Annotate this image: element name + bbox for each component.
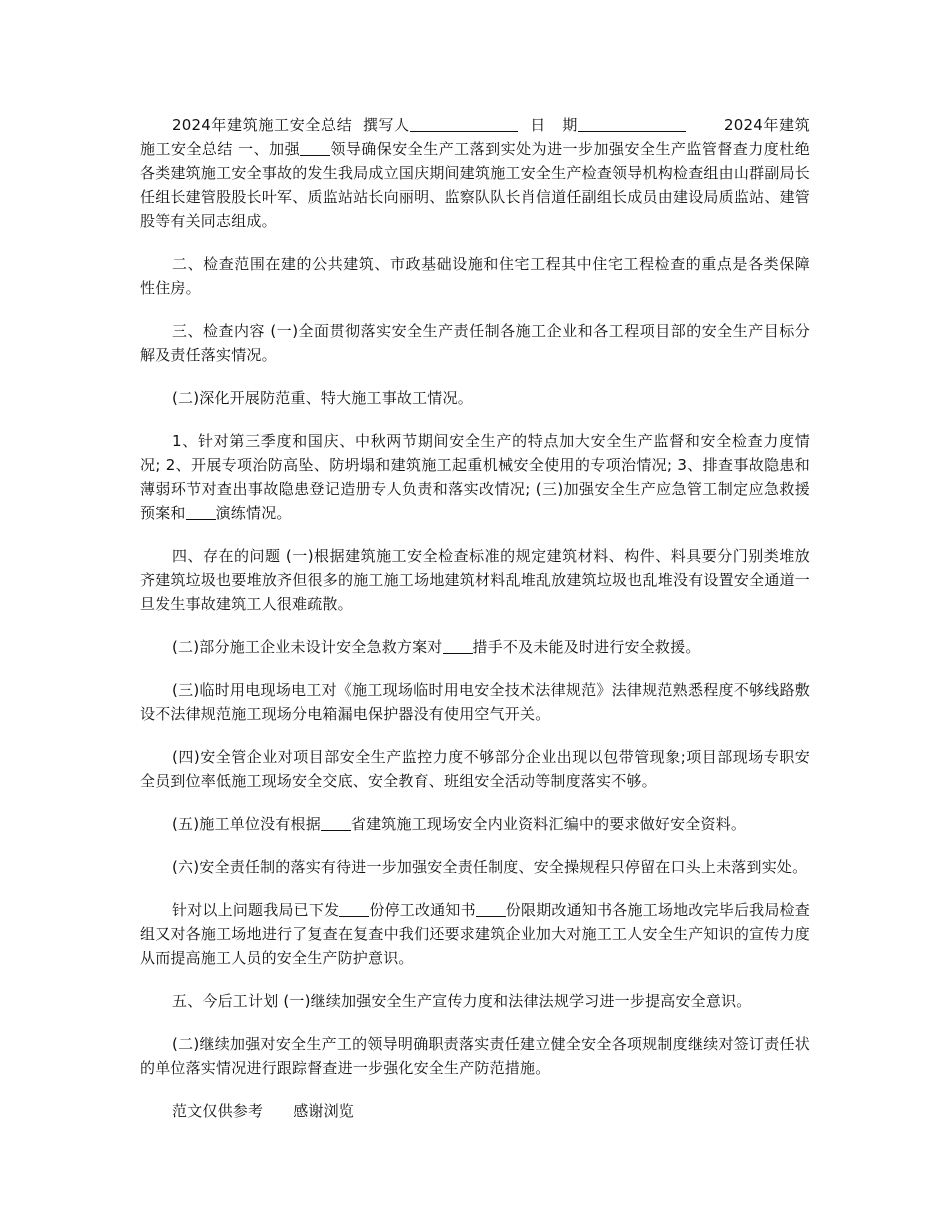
footer-note [140,1099,810,1123]
paragraph-issue-4: (四)安全管企业对项目部安全生产监控力度不够部分企业出现以包带管现象;项目部现场专职安全员到位率低施工现场安全交底、安全教育、班组安全活动等制度落实不够。 [140,748,810,790]
paragraph-items [140,429,810,525]
paragraph-content: 三、检查内容 (一)全面贯彻落实安全生产责任制各施工企业和各工程项目部的安全生产目标分解及责任落实情况。 [140,322,810,364]
para1-after-blank: 领导确保安全生产工落到实处为进一步加强安全生产监管督查力度杜绝各类建筑施工安全事故的发生我局成立国庆期间建筑施工安全生产检查领导机构检查组由山群副局长任组长建管股股长叶军、质监站站长向丽明、监察队队长肖信道任副组长成员由建设局质监站、建管股等有关同志组成。 [140,140,810,230]
blank-4 [321,814,351,831]
action-part-2: 份停工改通知书 [369,901,476,919]
paragraph-issue-2 [140,635,810,659]
paragraph-action [140,898,810,970]
author-blank [410,115,518,132]
date-blank [578,115,686,132]
action-part-1: 针对以上问题我局已下发 [172,901,340,919]
blank-2 [186,503,216,520]
action-part-3: 份限期改通知书各施工场地改完毕后我局检查组又对各施工场地进行了复查在复查中我们还要求建筑企业加大对施工工人安全生产知识的宣传力度从而提高施工人员的安全生产防护意识。 [140,901,810,967]
issue5-before: (五)施工单位没有根据 [172,815,321,833]
paragraph-issue-6: (六)安全责任制的落实有待进一步加强安全责任制度、安全操规程只停留在口头上未落到实处。 [172,858,808,876]
author-label: 撰写人 [362,116,410,134]
blank-5 [339,900,369,917]
date-label-1: 日 [529,116,546,134]
issue2-after: 措手不及未能及时进行安全救援。 [472,638,701,656]
blank-6 [476,900,506,917]
footer-right: 感谢浏览 [293,1102,355,1120]
document-title: 2024年建筑施工安全总结 [172,116,353,134]
paragraph-issue-5 [140,812,810,836]
paragraph-issue-3: (三)临时用电现场电工对《施工现场临时用电安全技术法律规范》法律规范熟悉程度不够线路敷设不法律规范施工现场分电箱漏电保护器没有使用空气开关。 [140,681,810,723]
date-label-2: 期 [561,116,579,134]
paragraph-plan-2: (二)继续加强对安全生产工的领导明确职责落实责任建立健全安全各项规制度继续对签订责任状的单位落实情况进行跟踪督查进一步强化安全生产防范措施。 [140,1035,810,1077]
para1-continue: 建筑施工安全总结 一、加强 [140,116,810,158]
issue2-before: (二)部分施工企业未设计安全急救方案对 [172,638,443,656]
paragraph-deepen: (二)深化开展防范重、特大施工事故工情况。 [172,389,473,407]
paragraph-scope: 二、检查范围在建的公共建筑、市政基础设施和住宅工程其中住宅工程检查的重点是各类保障性住房。 [140,255,810,297]
footer-left: 范文仅供参考 [172,1102,264,1120]
blank-3 [443,637,473,654]
items-text-before: 1、针对第三季度和国庆、中秋两节期间安全生产的特点加大安全生产监督和安全检查力度情况; 2、开展专项治防高坠、防坍塌和建筑施工起重机械安全使用的专项治情况; 3、排查事故隐患和薄弱环节对查出事故隐患登记造册专人负责和落实改情况; (三)加强安全生产应急管工制定应急救援预案和 [140,432,810,522]
repeat-title-prefix: 2024年 [724,116,780,134]
issue5-after: 省建筑施工现场安全内业资料汇编中的要求做好安全资料。 [350,815,747,833]
header-paragraph [140,113,810,233]
paragraph-issue-1: 四、存在的问题 (一)根据建筑施工安全检查标准的规定建筑材料、构件、料具要分门别类堆放齐建筑垃圾也要堆放齐但很多的施工施工场地建筑材料乱堆乱放建筑垃圾也乱堆没有设置安全通道一旦发生事故建筑工人很难疏散。 [140,547,810,613]
items-text-after: 演练情况。 [215,504,292,522]
blank-1 [300,139,330,156]
document-page [140,113,810,1142]
paragraph-plan-1: 五、今后工计划 (一)继续加强安全生产宣传力度和法律法规学习进一步提高安全意识。 [172,992,752,1010]
